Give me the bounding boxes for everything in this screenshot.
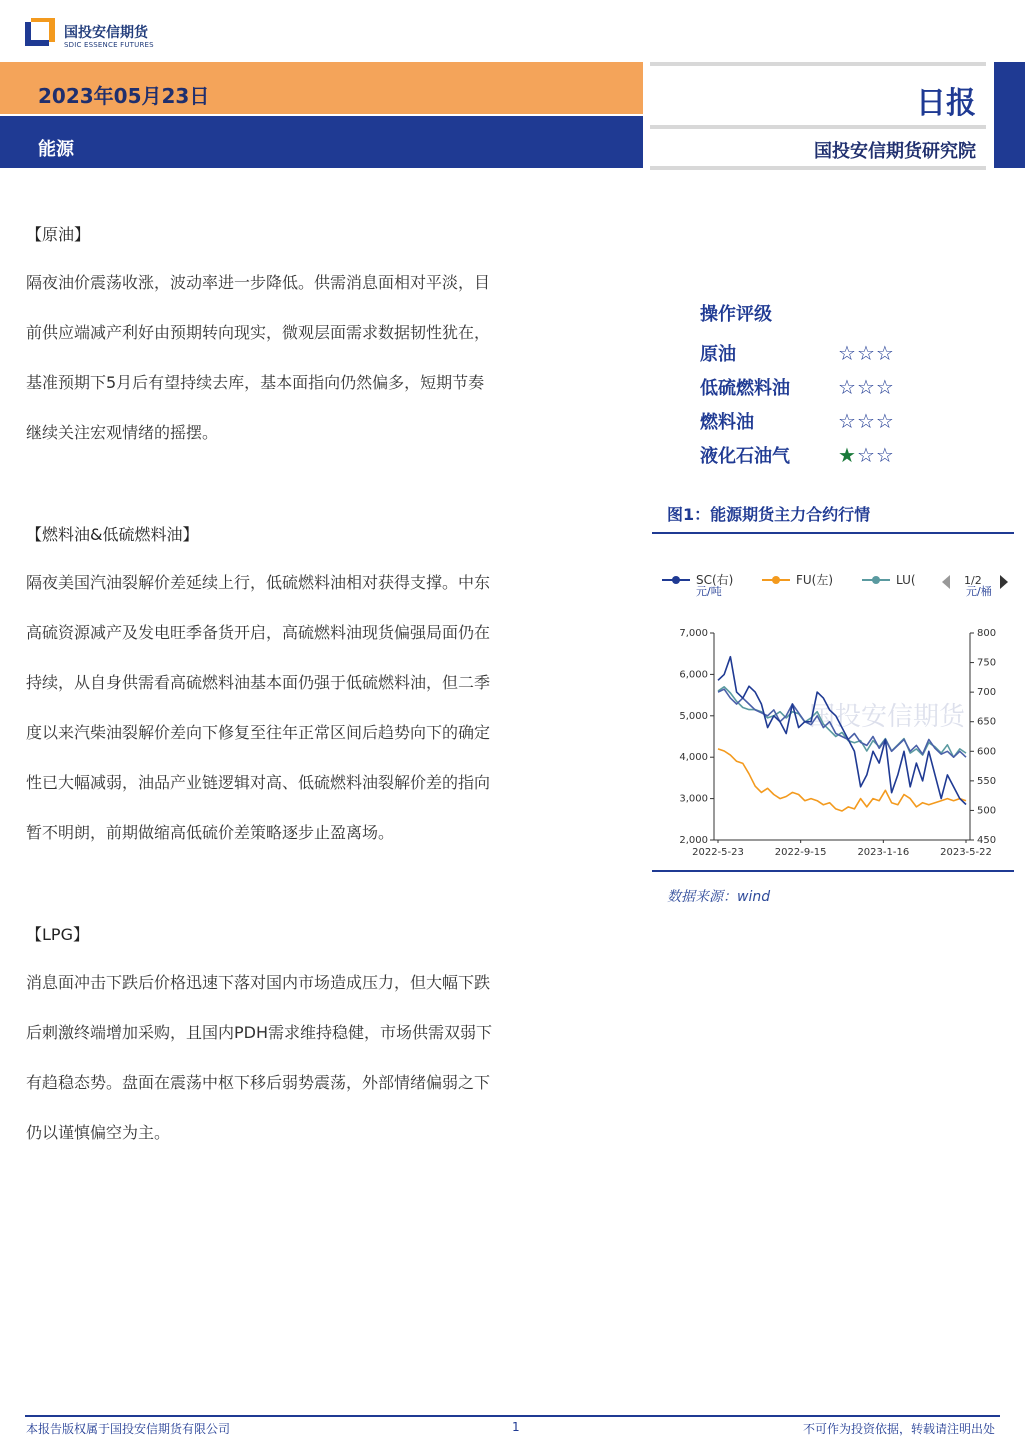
- text-line: 消息面冲击下跌后价格迅速下落对国内市场造成压力，但大幅下跌: [26, 973, 491, 992]
- star-empty-icon: ☆: [838, 341, 857, 365]
- rating-label: 低硫燃料油: [700, 378, 790, 399]
- star-empty-icon: ☆: [875, 409, 895, 433]
- left-tick-label: 6,000: [679, 669, 708, 681]
- header-rule-top: [650, 62, 986, 66]
- left-tick-label: 4,000: [679, 752, 708, 764]
- text-line: 性已大幅减弱，油品产业链逻辑对高、低硫燃料油裂解价差的指向: [26, 773, 491, 792]
- star-rating-icon: [838, 341, 895, 365]
- text-line: 隔夜油价震荡收涨，波动率进一步降低。供需消息面相对平淡，目: [26, 273, 491, 292]
- header-rule-mid: [650, 125, 986, 129]
- report-type: 日报: [916, 86, 976, 121]
- footer-copyright: 本报告版权属于国投安信期货有限公司: [26, 1422, 231, 1436]
- star-empty-icon: ☆: [875, 443, 895, 467]
- legend-marker: [872, 576, 880, 584]
- section-body-crude: [26, 258, 606, 458]
- page-number: 1: [512, 1420, 520, 1434]
- text-line: 继续关注宏观情绪的摇摆。: [26, 423, 219, 442]
- right-tick-label: 450: [977, 835, 997, 846]
- left-tick-label: 7,000: [679, 628, 708, 639]
- right-axis-unit: 元/桶: [966, 585, 992, 598]
- star-empty-icon: ☆: [875, 341, 895, 365]
- legend-marker: [672, 576, 680, 584]
- text-line: 仍以谨慎偏空为主。: [26, 1123, 171, 1142]
- legend-label: LU(: [896, 573, 916, 587]
- rating-label: 原油: [700, 344, 736, 365]
- legend-prev-icon: [942, 575, 950, 589]
- right-tick-label: 600: [977, 746, 997, 758]
- right-tick-label: 700: [977, 687, 997, 699]
- star-filled-icon: ★: [838, 443, 857, 467]
- rating-row: [700, 404, 960, 438]
- legend-page-indicator: 1/2: [964, 574, 982, 587]
- star-empty-icon: ☆: [856, 409, 876, 433]
- header-rule-bottom: [650, 166, 986, 170]
- legend-label: SC(右): [696, 573, 734, 587]
- left-axis-unit: 元/吨: [696, 585, 722, 598]
- rating-row: [700, 336, 960, 370]
- text-line: 持续，从自身供需看高硫燃料油基本面仍强于低硫燃料油，但二季: [26, 673, 491, 692]
- star-empty-icon: ☆: [856, 341, 876, 365]
- left-tick-label: 2,000: [679, 835, 708, 846]
- footer-rule: [25, 1415, 1000, 1417]
- figure-title: 图1：能源期货主力合约行情: [667, 505, 871, 524]
- star-rating-icon: [838, 375, 895, 399]
- figure-rule-top: [652, 532, 1014, 534]
- series-line-fu: [718, 749, 966, 811]
- legend-next-icon: [1000, 575, 1008, 589]
- star-rating-icon: [838, 443, 895, 467]
- section-title-crude: 【原油】: [26, 225, 91, 244]
- text-line: 有趋稳态势。盘面在震荡中枢下移后弱势震荡，外部情绪偏弱之下: [26, 1073, 491, 1092]
- right-tick-label: 650: [977, 716, 997, 728]
- left-tick-label: 5,000: [679, 710, 708, 722]
- figure-rule-bottom: [652, 870, 1014, 872]
- section-title-lpg: 【LPG】: [26, 925, 89, 944]
- company-name-cn: 国投安信期货: [64, 25, 148, 41]
- text-line: 高硫资源减产及发电旺季备货开启，高硫燃料油现货偏强局面仍在: [26, 623, 491, 642]
- data-source: 数据来源：wind: [667, 889, 771, 905]
- right-tick-label: 550: [977, 775, 997, 787]
- price-line-chart: [652, 565, 1014, 865]
- rating-title: 操作评级: [700, 304, 772, 325]
- legend-label: FU(左): [796, 573, 834, 587]
- company-name-en: SDIC ESSENCE FUTURES: [64, 41, 154, 49]
- right-tick-label: 750: [977, 657, 997, 669]
- text-line: 基准预期下5月后有望持续去库，基本面指向仍然偏多，短期节奏: [26, 373, 485, 392]
- section-title-fuel-oil: 【燃料油&低硫燃料油】: [26, 525, 199, 544]
- section-body-lpg: [26, 958, 606, 1158]
- chart-watermark: 国投安信期货: [808, 702, 966, 732]
- star-empty-icon: ☆: [875, 375, 895, 399]
- x-tick-label: 2022-9-15: [774, 847, 827, 858]
- rating-row: [700, 438, 960, 472]
- report-date: 2023年05月23日: [38, 84, 210, 108]
- right-tick-label: 500: [977, 805, 997, 817]
- header-accent-strip: [994, 62, 1025, 168]
- star-rating-icon: [838, 409, 895, 433]
- right-tick-label: 800: [977, 628, 997, 639]
- legend-marker: [772, 576, 780, 584]
- star-empty-icon: ☆: [856, 443, 876, 467]
- star-empty-icon: ☆: [856, 375, 876, 399]
- report-sector: 能源: [38, 139, 74, 160]
- rating-row: [700, 370, 960, 404]
- section-body-fuel-oil: [26, 558, 606, 858]
- text-line: 前供应端减产利好由预期转向现实，微观层面需求数据韧性犹在，: [26, 323, 491, 342]
- star-empty-icon: ☆: [838, 375, 857, 399]
- text-line: 暂不明朗，前期做缩高低硫价差策略逐步止盈离场。: [26, 823, 395, 842]
- rating-label: 燃料油: [700, 412, 754, 433]
- x-tick-label: 2022-5-23: [692, 847, 744, 858]
- text-line: 后刺激终端增加采购，且国内PDH需求维持稳健，市场供需双弱下: [26, 1023, 493, 1042]
- footer-disclaimer: 不可作为投资依据，转载请注明出处: [802, 1422, 995, 1436]
- x-tick-label: 2023-5-22: [940, 847, 992, 858]
- company-logo-icon: [25, 18, 55, 48]
- sector-band: [0, 116, 643, 168]
- operation-rating: [700, 302, 960, 472]
- star-empty-icon: ☆: [838, 409, 857, 433]
- text-line: 隔夜美国汽油裂解价差延续上行，低硫燃料油相对获得支撑。中东: [26, 573, 491, 592]
- left-tick-label: 3,000: [679, 793, 708, 805]
- institute-name: 国投安信期货研究院: [814, 141, 976, 162]
- rating-label: 液化石油气: [700, 446, 790, 467]
- text-line: 度以来汽柴油裂解价差向下修复至往年正常区间后趋势向下的确定: [26, 723, 491, 742]
- x-tick-label: 2023-1-16: [857, 847, 910, 858]
